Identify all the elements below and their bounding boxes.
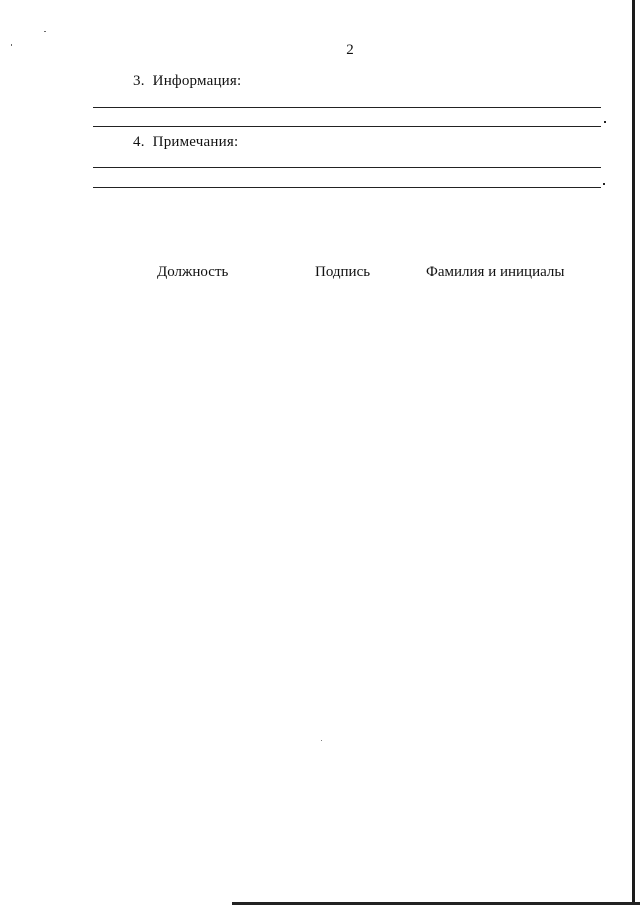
section-title: Примечания: (152, 134, 239, 150)
page-number: 2 (346, 42, 354, 58)
fill-line (93, 126, 601, 127)
section-number: 4. (133, 134, 145, 150)
section-heading-notes (133, 134, 238, 151)
fill-line (93, 187, 601, 188)
scan-edge-right (632, 0, 635, 905)
signature-label: Подпись (315, 264, 371, 280)
fill-line (93, 167, 601, 168)
section-title: Информация: (152, 73, 242, 89)
fill-line (93, 107, 601, 108)
line-end-mark (603, 183, 605, 185)
line-end-mark (604, 121, 606, 123)
name-initials-label: Фамилия и инициалы (426, 264, 565, 280)
section-number: 3. (133, 73, 145, 89)
scan-speck (321, 740, 322, 741)
section-heading-information (133, 73, 241, 90)
scan-speck (44, 31, 46, 32)
scan-speck (11, 44, 12, 46)
position-label: Должность (157, 264, 229, 280)
